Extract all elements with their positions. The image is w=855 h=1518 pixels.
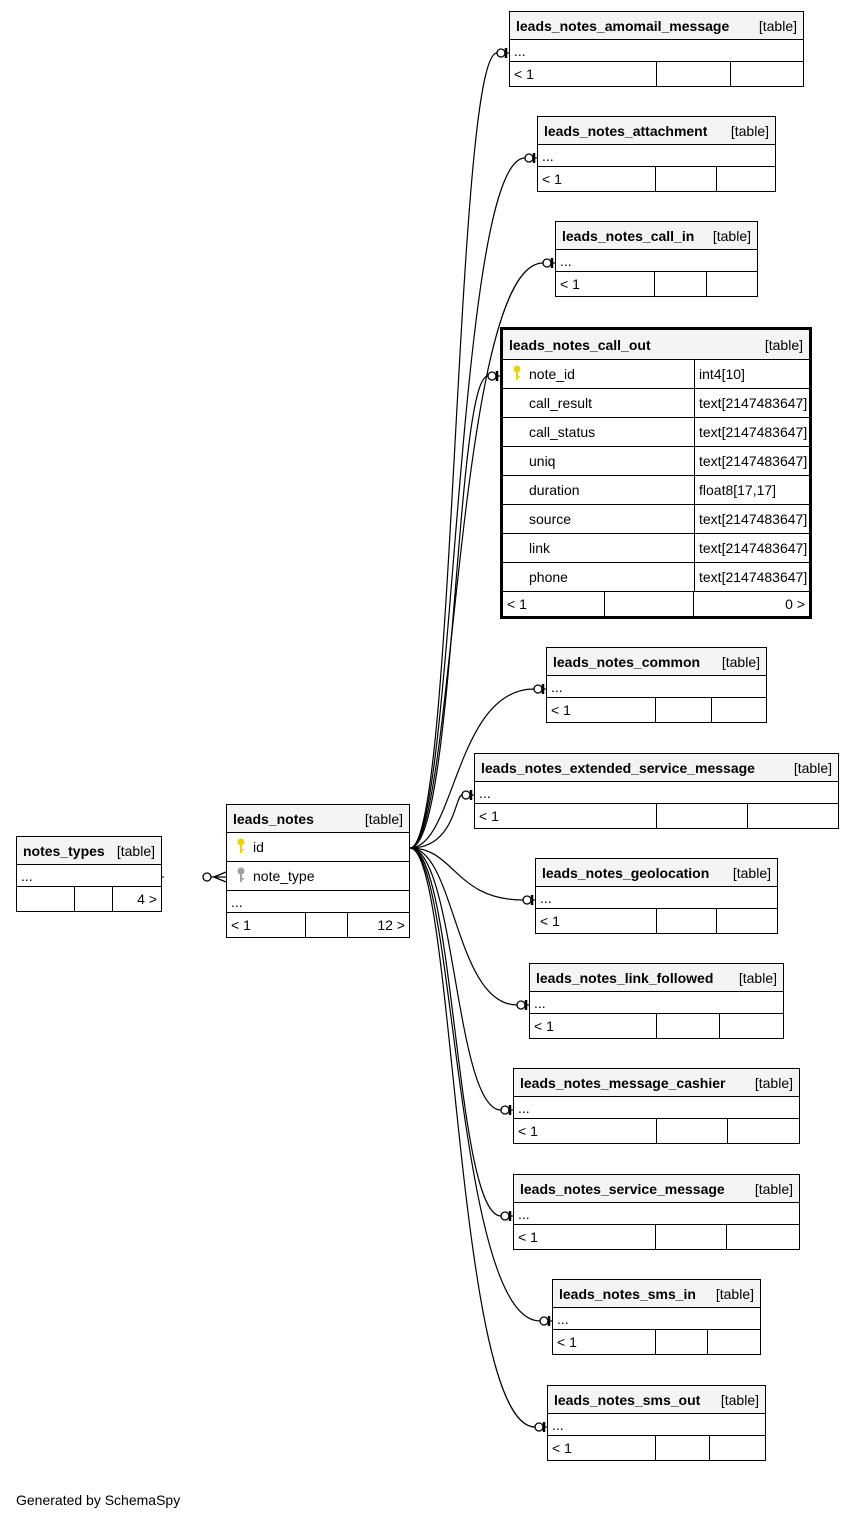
table-header: [538, 117, 775, 145]
footer-rows: [605, 592, 694, 616]
table-type: [table]: [116, 842, 155, 859]
columns-ellipsis: ...: [227, 891, 409, 913]
table-type: [table]: [732, 864, 771, 881]
columns-ellipsis: ...: [548, 1414, 765, 1436]
footer-parents: < 1: [538, 167, 656, 191]
footer-parents: < 1: [514, 1119, 657, 1143]
column-type: text[2147483647]: [699, 453, 808, 469]
table-type: [table]: [730, 122, 769, 139]
relationship-edge: [410, 848, 501, 1110]
footer-children: [710, 1436, 765, 1460]
table-footer: [547, 698, 766, 722]
table-footer: [556, 272, 757, 296]
column-name: id: [253, 839, 264, 855]
table-leads-notes-call-in[interactable]: [555, 221, 758, 297]
footer-parents: < 1: [510, 62, 657, 86]
table-name: leads_notes_common: [553, 653, 701, 670]
table-header: [536, 859, 777, 887]
footer-parents: < 1: [536, 909, 657, 933]
table-leads-notes-sms-out[interactable]: [547, 1385, 766, 1461]
footer-parents: < 1: [553, 1330, 656, 1354]
columns-ellipsis: ...: [514, 1097, 799, 1119]
footer-children: [712, 698, 766, 722]
zero-cardinality-marker: [540, 1317, 548, 1325]
table-type: [table]: [793, 759, 832, 776]
primary-key-icon: [233, 838, 249, 857]
table-footer: [510, 62, 803, 86]
table-leads-notes-call-out[interactable]: [500, 327, 812, 619]
footer-parents: < 1: [475, 804, 657, 828]
column-row: [503, 418, 809, 447]
columns-ellipsis: ...: [556, 250, 757, 272]
footer-children: [727, 1225, 799, 1249]
zero-cardinality-marker: [543, 259, 551, 267]
table-name: leads_notes_sms_in: [559, 1285, 696, 1302]
column-row: [503, 360, 809, 389]
table-footer: [548, 1436, 765, 1460]
table-header: [530, 964, 783, 992]
column-type: text[2147483647]: [699, 424, 808, 440]
column-type: text[2147483647]: [699, 569, 808, 585]
table-footer: [503, 592, 809, 616]
table-header: [510, 12, 803, 40]
footer-children: [720, 1014, 783, 1038]
generator-credit: Generated by SchemaSpy: [16, 1492, 181, 1508]
table-type: [table]: [712, 227, 751, 244]
table-header: [514, 1175, 799, 1203]
table-leads-notes-attachment[interactable]: [537, 116, 776, 192]
zero-cardinality-marker: [462, 791, 470, 799]
column-name: link: [529, 540, 551, 556]
footer-children: [707, 272, 757, 296]
table-footer: [514, 1225, 799, 1249]
footer-rows: [656, 167, 717, 191]
table-name: leads_notes_call_out: [509, 336, 651, 353]
footer-parents: [17, 887, 75, 911]
column-name: call_status: [529, 424, 596, 440]
table-header: [503, 330, 809, 360]
footer-children: [717, 167, 775, 191]
footer-parents: < 1: [503, 592, 605, 616]
columns-ellipsis: ...: [514, 1203, 799, 1225]
table-type: [table]: [715, 1285, 754, 1302]
column-list: [503, 360, 809, 592]
column-row: [503, 534, 809, 563]
table-name: leads_notes_call_in: [562, 227, 695, 244]
zero-cardinality-marker: [497, 49, 505, 57]
table-type: [table]: [720, 1391, 759, 1408]
table-header: [548, 1386, 765, 1414]
columns-ellipsis: ...: [475, 782, 838, 804]
footer-children: 12 >: [377, 917, 405, 933]
footer-rows: [657, 909, 717, 933]
zero-cardinality-marker: [203, 873, 211, 881]
column-name: phone: [529, 569, 568, 585]
footer-rows: [306, 913, 348, 937]
table-name: leads_notes_link_followed: [536, 969, 714, 986]
table-type: [table]: [754, 1074, 793, 1091]
column-name: note_type: [253, 868, 315, 884]
primary-key-icon: [509, 365, 525, 384]
table-footer: [536, 909, 777, 933]
columns-ellipsis: ...: [538, 145, 775, 167]
zero-cardinality-marker: [534, 685, 542, 693]
footer-rows: [656, 1330, 708, 1354]
footer-rows: [657, 804, 748, 828]
table-name: leads_notes: [233, 810, 314, 827]
footer-children: [748, 804, 838, 828]
table-footer: [514, 1119, 799, 1143]
table-type: [table]: [754, 1180, 793, 1197]
zero-cardinality-marker: [535, 1423, 543, 1431]
columns-ellipsis: ...: [530, 992, 783, 1014]
footer-rows: [657, 62, 731, 86]
columns-ellipsis: ...: [553, 1308, 760, 1330]
table-leads-notes-amomail-message[interactable]: [509, 11, 804, 87]
table-footer: [475, 804, 838, 828]
column-name: duration: [529, 482, 580, 498]
column-row: [503, 447, 809, 476]
zero-cardinality-marker: [501, 1106, 509, 1114]
table-header: [553, 1280, 760, 1308]
column-type: float8[17,17]: [699, 482, 777, 498]
column-type: text[2147483647]: [699, 540, 808, 556]
footer-children: 4 >: [137, 891, 157, 907]
column-row: [503, 505, 809, 534]
columns-ellipsis: ...: [17, 865, 161, 887]
table-footer: [553, 1330, 760, 1354]
table-name: leads_notes_attachment: [544, 122, 708, 139]
table-name: leads_notes_message_cashier: [520, 1074, 726, 1091]
footer-parents: < 1: [548, 1436, 656, 1460]
table-type: [table]: [764, 336, 803, 353]
table-header: [17, 837, 161, 865]
table-footer: [17, 887, 161, 911]
footer-rows: [75, 887, 113, 911]
column-name: note_id: [529, 366, 575, 382]
table-leads-notes-sms-in[interactable]: [552, 1279, 761, 1355]
footer-children: [728, 1119, 799, 1143]
zero-cardinality-marker: [517, 1001, 525, 1009]
table-leads-notes-extended-service-message[interactable]: [474, 753, 839, 829]
table-leads-notes-message-cashier[interactable]: [513, 1068, 800, 1144]
footer-rows: [655, 272, 707, 296]
column-name: source: [529, 511, 572, 527]
table-name: leads_notes_geolocation: [542, 864, 710, 881]
columns-ellipsis: ...: [547, 676, 766, 698]
column-type: text[2147483647]: [699, 395, 808, 411]
column-type: text[2147483647]: [699, 511, 808, 527]
zero-cardinality-marker: [501, 1212, 509, 1220]
table-header: [514, 1069, 799, 1097]
table-leads-notes-common[interactable]: [546, 647, 767, 723]
footer-parents: < 1: [514, 1225, 656, 1249]
table-type: [table]: [758, 17, 797, 34]
table-name: leads_notes_sms_out: [554, 1391, 701, 1408]
footer-rows: [656, 698, 712, 722]
footer-children: [708, 1330, 760, 1354]
footer-rows: [656, 1225, 727, 1249]
footer-parents: < 1: [556, 272, 655, 296]
zero-cardinality-marker: [488, 372, 496, 380]
table-leads-notes-link-followed[interactable]: [529, 963, 784, 1039]
table-type: [table]: [738, 969, 777, 986]
footer-rows: [657, 1014, 720, 1038]
footer-parents: < 1: [530, 1014, 657, 1038]
footer-children: [717, 909, 777, 933]
columns-ellipsis: ...: [510, 40, 803, 62]
table-header: [556, 222, 757, 250]
table-name: leads_notes_service_message: [520, 1180, 725, 1197]
table-leads-notes[interactable]: [226, 804, 410, 938]
column-row: [227, 833, 409, 862]
footer-rows: [657, 1119, 728, 1143]
table-name: notes_types: [23, 842, 105, 859]
table-leads-notes-service-message[interactable]: [513, 1174, 800, 1250]
column-row: [503, 476, 809, 505]
footer-parents: < 1: [547, 698, 656, 722]
table-type: [table]: [364, 810, 403, 827]
table-footer: [227, 913, 409, 937]
column-name: uniq: [529, 453, 556, 469]
zero-cardinality-marker: [525, 154, 533, 162]
column-row: [503, 389, 809, 418]
zero-cardinality-marker: [523, 896, 531, 904]
table-name: leads_notes_amomail_message: [516, 17, 730, 34]
column-type: int4[10]: [699, 366, 745, 382]
relationship-edge: [410, 53, 497, 848]
table-header: [227, 805, 409, 833]
footer-rows: [656, 1436, 710, 1460]
relationship-edge: [410, 848, 501, 1216]
column-name: call_result: [529, 395, 593, 411]
column-row: [503, 563, 809, 592]
columns-ellipsis: ...: [536, 887, 777, 909]
table-name: leads_notes_extended_service_message: [481, 759, 755, 776]
foreign-key-icon: [233, 867, 249, 886]
footer-children: [731, 62, 803, 86]
table-notes-types[interactable]: [16, 836, 162, 912]
footer-children: 0 >: [785, 596, 805, 612]
table-header: [475, 754, 838, 782]
table-type: [table]: [721, 653, 760, 670]
column-row: [227, 862, 409, 891]
table-leads-notes-geolocation[interactable]: [535, 858, 778, 934]
table-header: [547, 648, 766, 676]
table-footer: [530, 1014, 783, 1038]
footer-parents: < 1: [227, 913, 306, 937]
table-footer: [538, 167, 775, 191]
